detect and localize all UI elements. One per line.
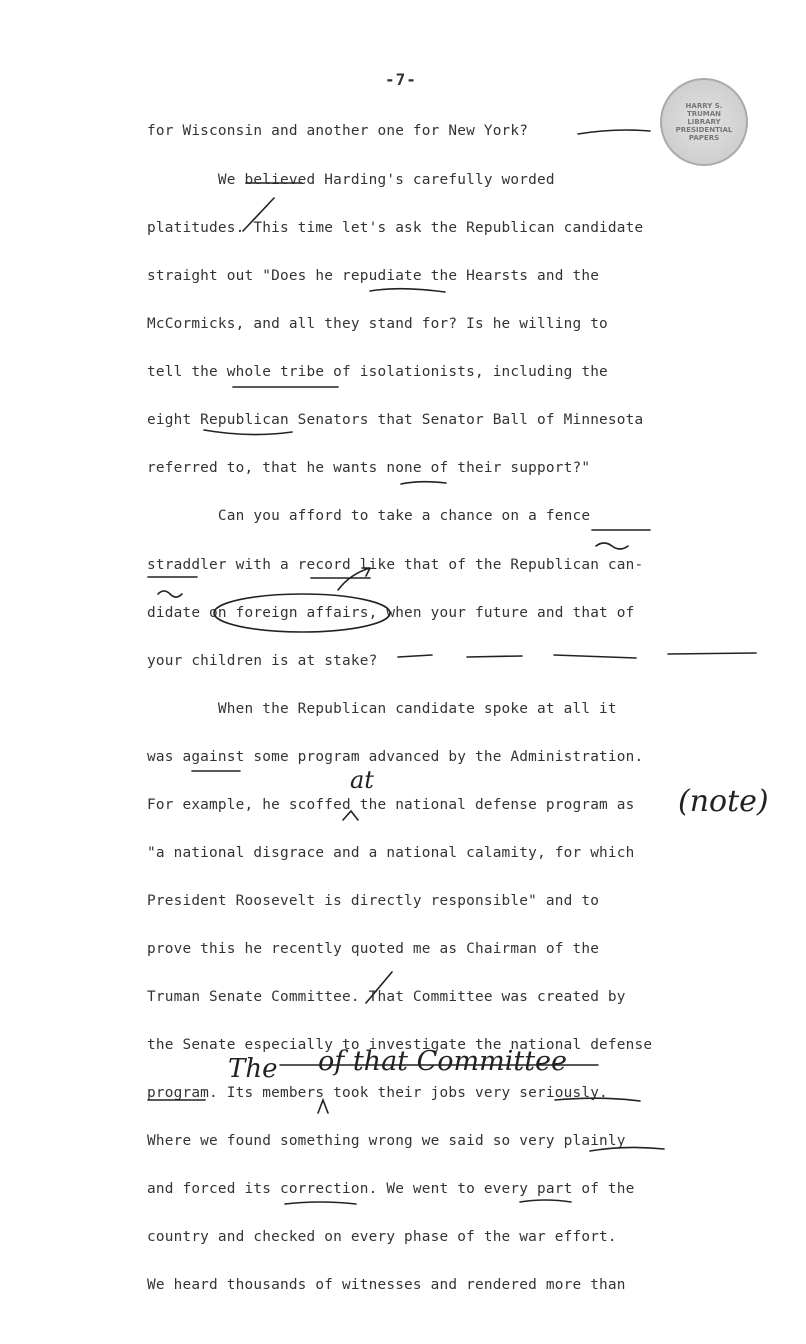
text-line: For example, he scoffed the national defense program as	[147, 797, 635, 813]
dash-mark	[398, 655, 432, 657]
text-line: country and checked on every phase of the war effort.	[147, 1229, 617, 1245]
text-line: Truman Senate Committee. That Committee was created by	[147, 989, 626, 1005]
circle-mark	[214, 594, 390, 632]
dash-mark	[554, 655, 636, 658]
handwritten-insert-at: at	[350, 766, 374, 794]
text-line: "a national disgrace and a national calamity, for which	[147, 845, 635, 861]
text-line: program. Its members took their jobs very seriously.	[147, 1085, 608, 1101]
text-line: and forced its correction. We went to every part of the	[147, 1181, 635, 1197]
dash-mark	[668, 653, 756, 654]
text-line: eight Republican Senators that Senator Ball of Minnesota	[147, 412, 644, 428]
dash-mark	[467, 656, 522, 657]
handwritten-insert-of-that-committee: of that Committee	[318, 1046, 568, 1077]
text-line: straight out "Does he repudiate the Hearsts and the	[147, 268, 600, 284]
text-line: When the Republican candidate spoke at all it	[147, 701, 617, 717]
underline-mark	[204, 430, 292, 435]
text-line: We heard thousands of witnesses and rendered more than	[147, 1277, 626, 1293]
text-line: didate on foreign affairs, when your future and that of	[147, 605, 635, 621]
underline-mark	[555, 1098, 640, 1101]
tilde-mark	[158, 591, 182, 597]
tilde-mark	[596, 543, 628, 549]
caret-arrow	[338, 568, 370, 590]
handwritten-note: (note)	[678, 784, 769, 819]
text-line: for Wisconsin and another one for New York?	[147, 123, 529, 139]
text-line: straddler with a record like that of the Republican can-	[147, 557, 644, 573]
text-line: prove this he recently quoted me as Chairman of the	[147, 941, 600, 957]
text-line: tell the whole tribe of isolationists, including the	[147, 364, 608, 380]
text-line: Where we found something wrong we said so very plainly	[147, 1133, 626, 1149]
underline-mark	[370, 289, 445, 292]
text-line: the Senate especially to investigate the national defense	[147, 1037, 653, 1053]
text-line: referred to, that he wants none of their support?"	[147, 460, 591, 476]
archive-stamp-text: HARRY S. TRUMAN LIBRARY PRESIDENTIAL PAPERS	[675, 102, 733, 142]
underline-mark	[520, 1200, 571, 1202]
page-number: -7-	[385, 70, 417, 89]
caret-mark	[343, 811, 358, 820]
slash-mark	[366, 972, 392, 1003]
underline-mark	[590, 1147, 664, 1151]
slash-mark	[243, 198, 274, 231]
caret-mark	[318, 1100, 328, 1113]
text-line: your children is at stake?	[147, 653, 378, 669]
text-line: Can you afford to take a chance on a fence	[147, 508, 591, 524]
handwritten-insert-the: The	[228, 1054, 278, 1084]
text-line: was against some program advanced by the Administration.	[147, 749, 644, 765]
text-line: President Roosevelt is directly responsible" and to	[147, 893, 600, 909]
underline-mark	[285, 1202, 356, 1204]
underline-mark	[578, 130, 650, 134]
text-line: McCormicks, and all they stand for? Is he willing to	[147, 316, 608, 332]
text-line: platitudes. This time let's ask the Republican candidate	[147, 220, 644, 236]
text-line: We believed Harding's carefully worded	[147, 172, 555, 188]
underline-mark	[401, 482, 446, 484]
